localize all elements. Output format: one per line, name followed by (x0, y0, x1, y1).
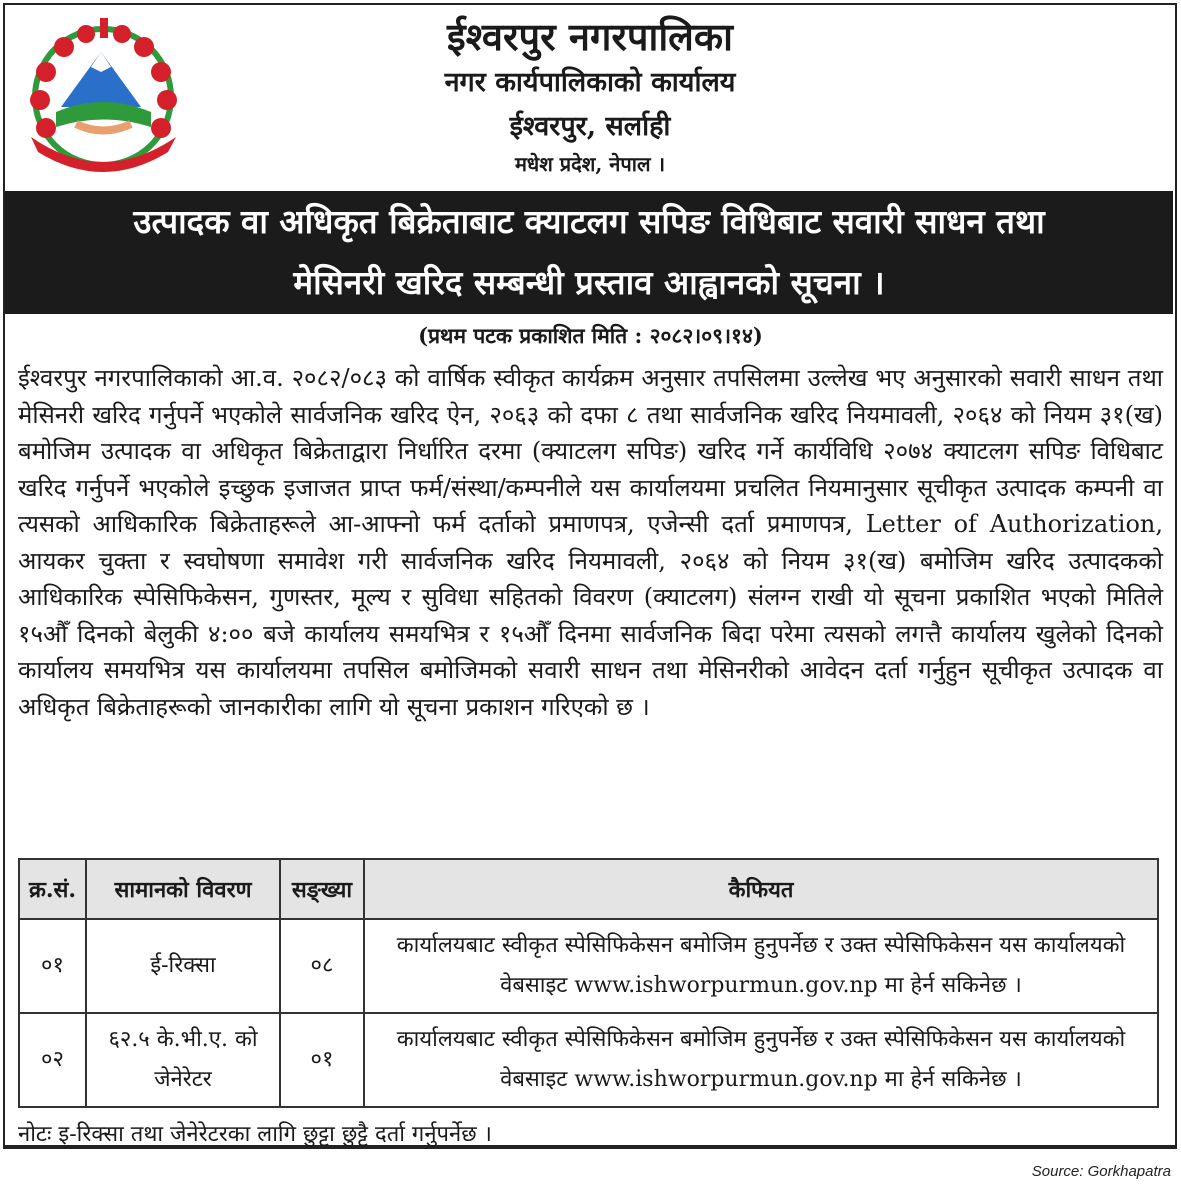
location: ईश्वरपुर, सर्लाही (509, 111, 671, 142)
items-table (18, 858, 1159, 1108)
published-date: (प्रथम पटक प्रकाशित मिति : २०८२।०९।१४) (418, 323, 763, 348)
cell-remarks: कार्यालयबाट स्वीकृत स्पेसिफिकेसन बमोजिम हुनुपर्नेछ र उक्त स्पेसिफिकेसन यस कार्यालयको वेबसाइट www.ishworpurmun.gov.np मा हेर्न सकिनेछ । (364, 919, 1158, 1013)
col-item: सामानको विवरण (86, 859, 280, 919)
municipality-name: ईश्वरपुर नगरपालिका (447, 14, 733, 59)
col-sn: क्र.सं. (19, 859, 86, 919)
title-line-1: उत्पादक वा अधिकृत बिक्रेताबाट क्याटलग सपिङ विधिबाट सवारी साधन तथा (133, 202, 1045, 241)
cell-item: ६२.५ के.भी.ए. को जेनेरेटर (86, 1013, 280, 1107)
nepal-emblem-icon (16, 12, 191, 177)
province: मधेश प्रदेश, नेपाल । (514, 152, 666, 176)
notice-body: ईश्वरपुर नगरपालिकाको आ.व. २०८२/०८३ को वार्षिक स्वीकृत कार्यक्रम अनुसार तपसिलमा उल्लेख भए अनुसारको सवारी साधन तथा मेसिनरी खरिद गर्नुपर्ने भएकोले सार्वजनिक खरिद ऐन, २०६३ को दफा ८ तथा सार्वजनिक खरिद नियमावली, २०६४ को नियम ३१(ख) बमोजिम उत्पादक वा अधिकृत बिक्रेताद्वारा निर्धारित दरमा (क्याटलग सपिङ) खरिद गर्ने कार्यविधि २०७४ क्याटलग सपिङ विधिबाट खरिद गर्नुपर्ने भएकोले इच्छुक इजाजत प्राप्त फर्म/संस्था/कम्पनीले यस कार्यालयमा प्रचलित नियमानुसार सूचीकृत उत्पादक कम्पनी वा त्यसको आधिकारिक बिक्रेताहरूले आ-आफ्नो फर्म दर्ताको प्रमाणपत्र, एजेन्सी दर्ता प्रमाणपत्र, Letter of Authorization, आयकर चुक्ता र स्वघोषणा समावेश गरी सार्वजनिक खरिद नियमावली, २०६४ को नियम ३१(ख) बमोजिम खरिद उत्पादकको आधिकारिक स्पेसिफिकेसन, गुणस्तर, मूल्य र सुविधा सहितको विवरण (क्याटलग) संलग्न राखी यो सूचना प्रकाशित भएको मितिले १५औँ दिनको बेलुकी ४:०० बजे कार्यालय समयभित्र र १५औँ दिनमा सार्वजनिक बिदा परेमा त्यसको लगत्तै कार्यालय खुलेको दिनको कार्यालय समयभित्र यस कार्यालयमा तपसिल बमोजिमको सवारी साधन तथा मेसिनरीको आवेदन दर्ता गर्नुहुन सूचीकृत उत्पादक वा अधिकृत बिक्रेताहरूको जानकारीका लागि यो सूचना प्रकाशन गरिएको छ । (18, 364, 1163, 721)
office-name: नगर कार्यपालिकाको कार्यालय (444, 67, 736, 98)
cell-qty: ०१ (280, 1013, 364, 1107)
cell-remarks: कार्यालयबाट स्वीकृत स्पेसिफिकेसन बमोजिम हुनुपर्नेछ र उक्त स्पेसिफिकेसन यस कार्यालयको वेबसाइट www.ishworpurmun.gov.np मा हेर्न सकिनेछ । (364, 1013, 1158, 1107)
table-row (19, 1013, 1158, 1107)
cell-sn: ०१ (19, 919, 86, 1013)
table-row (19, 919, 1158, 1013)
table-header-row (19, 859, 1158, 919)
title-line-2: मेसिनरी खरिद सम्बन्धी प्रस्ताव आह्वानको सूचना । (293, 263, 885, 302)
notice-title-banner (5, 191, 1173, 314)
cell-qty: ०८ (280, 919, 364, 1013)
note: नोटः इ-रिक्सा तथा जेनेरेटरका लागि छुट्टा छुट्टै दर्ता गर्नुपर्नेछ । (18, 1122, 492, 1147)
col-qty: सङ्ख्या (280, 859, 364, 919)
col-remarks: कैफियत (364, 859, 1158, 919)
source-credit: Source: Gorkhapatra (1031, 1163, 1171, 1180)
cell-item: ई-रिक्सा (86, 919, 280, 1013)
cell-sn: ०२ (19, 1013, 86, 1107)
